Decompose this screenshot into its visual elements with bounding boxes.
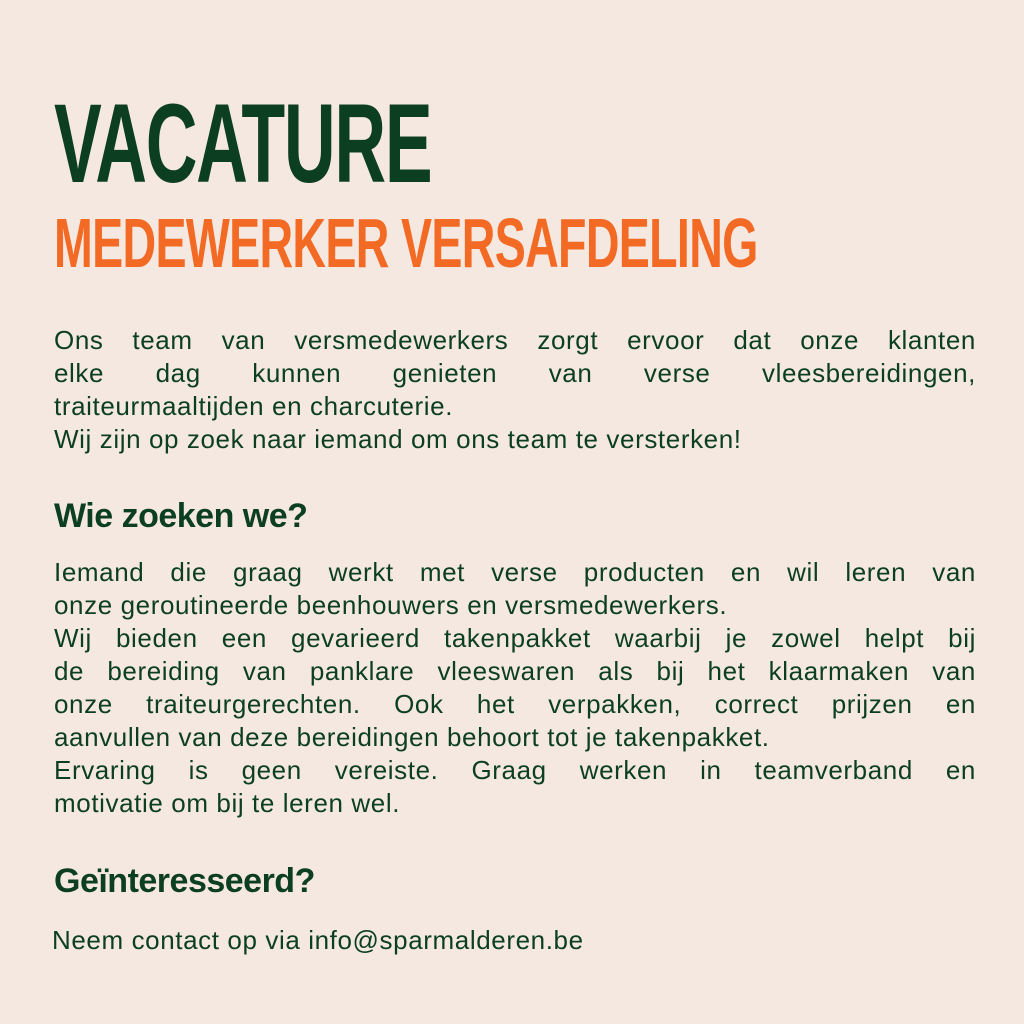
- intro-line: traiteurmaaltijden en charcuterie.: [54, 391, 454, 421]
- who-line: Wij bieden een gevarieerd takenpakket waarbij je zowel helpt bij: [54, 623, 976, 653]
- who-line: onze traiteurgerechten. Ook het verpakken, correct prijzen en: [54, 689, 976, 719]
- who-line: onze geroutineerde beenhouwers en versmedewerkers.: [54, 590, 728, 620]
- section-heading-interest: Geïnteresseerd?: [54, 862, 315, 900]
- who-line: motivatie om bij te leren wel.: [54, 788, 401, 818]
- intro-line: elke dag kunnen genieten van verse vleesbereidingen,: [54, 358, 976, 388]
- who-line: Ervaring is geen vereiste. Graag werken in teamverband en: [54, 755, 976, 785]
- section-heading-who: Wie zoeken we?: [54, 497, 308, 535]
- who-line: aanvullen van deze bereidingen behoort tot je takenpakket.: [54, 722, 770, 752]
- intro-paragraph: [54, 324, 976, 456]
- who-line: de bereiding van panklare vleeswaren als bij het klaarmaken van: [54, 656, 976, 686]
- intro-line: Wij zijn op zoek naar iemand om ons team te versterken!: [54, 424, 742, 454]
- page-title: VACATURE: [54, 81, 432, 206]
- who-line: Iemand die graag werkt met verse producten en wil leren van: [54, 557, 976, 587]
- intro-line: Ons team van versmedewerkers zorgt ervoor dat onze klanten: [54, 325, 976, 355]
- contact-text: Neem contact op via info@sparmalderen.be: [52, 925, 584, 955]
- who-paragraph: [54, 556, 976, 820]
- job-title: MEDEWERKER VERSAFDELING: [54, 204, 758, 282]
